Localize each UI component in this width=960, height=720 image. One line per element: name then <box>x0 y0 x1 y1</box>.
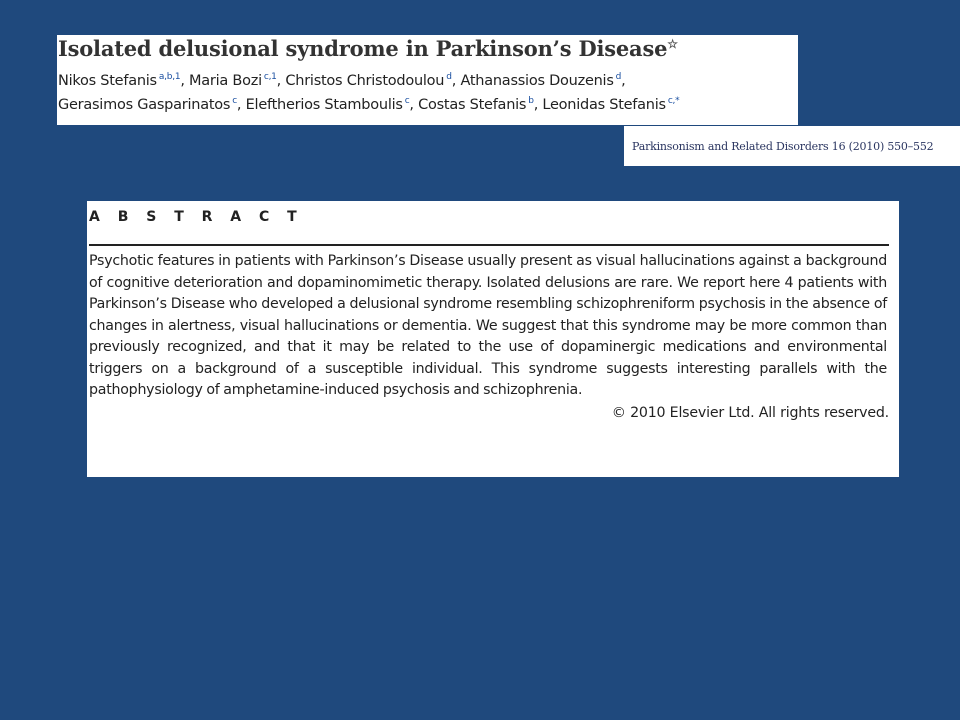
author-separator: , <box>451 73 461 89</box>
author-name: Costas Stefanis <box>418 97 527 113</box>
author-name: Maria Bozi <box>189 73 262 89</box>
author-separator: , <box>409 97 419 113</box>
author-affiliation-link[interactable]: c <box>404 96 410 106</box>
journal-citation-box <box>624 126 960 166</box>
author-affiliation-link[interactable]: b <box>528 96 534 106</box>
title-footnote-star-icon[interactable]: ☆ <box>667 37 678 51</box>
author-entry <box>542 97 679 113</box>
author-affiliation-link[interactable]: c,1 <box>263 72 277 82</box>
author-affiliation-link[interactable]: d <box>615 72 622 82</box>
abstract-divider <box>89 244 889 246</box>
author-name: Gerasimos Gasparinatos <box>58 97 231 113</box>
author-line-2 <box>58 93 798 117</box>
author-name: Eleftherios Stamboulis <box>245 97 403 113</box>
article-title-text: Isolated delusional syndrome in Parkinson’s Disease <box>58 36 668 61</box>
abstract-clipping <box>87 201 899 477</box>
author-separator: , <box>621 73 626 89</box>
abstract-heading: A B S T R A C T <box>89 209 304 225</box>
author-separator: , <box>236 97 246 113</box>
author-line-1 <box>58 69 798 93</box>
author-affiliation-link[interactable]: c <box>232 96 237 106</box>
author-entry <box>189 73 285 89</box>
journal-citation: Parkinsonism and Related Disorders 16 (2010) 550–552 <box>632 139 934 153</box>
author-entry <box>460 73 625 89</box>
author-separator: , <box>180 73 190 89</box>
author-list <box>58 69 798 117</box>
article-title <box>58 35 798 62</box>
author-entry <box>58 97 246 113</box>
author-affiliation-link[interactable]: a,b,1 <box>158 72 181 82</box>
title-clipping <box>57 35 798 125</box>
author-affiliation-link[interactable]: c,* <box>667 96 680 106</box>
author-name: Christos Christodoulou <box>285 73 445 89</box>
author-entry <box>418 97 542 113</box>
copyright-notice: © 2010 Elsevier Ltd. All rights reserved. <box>611 404 889 421</box>
author-name: Athanassios Douzenis <box>460 73 614 89</box>
author-separator: , <box>533 97 543 113</box>
author-entry <box>246 97 418 113</box>
author-name: Leonidas Stefanis <box>542 97 666 113</box>
abstract-body: Psychotic features in patients with Parkinson’s Disease usually present as visual hallucinations against a background of cognitive deterioration and dopaminomimetic therapy. Isolated delusions are rare. We report here 4 patients with Parkinson’s Disease who developed a delusional syndrome resembling schizophreniform psychosis in the absence of changes in alertness, visual hallucinations or dementia. We suggest that this syndrome may be more common than previously recognized, and that it may be related to the use of dopaminergic medications and environmental triggers on a background of a susceptible individual. This syndrome suggests interesting parallels with the pathophysiology of amphetamine-induced psychosis and schizophrenia. <box>89 253 887 398</box>
author-separator: , <box>276 73 286 89</box>
author-affiliation-link[interactable]: d <box>446 72 452 82</box>
author-entry <box>58 73 189 89</box>
author-name: Nikos Stefanis <box>58 73 157 89</box>
author-entry <box>285 73 460 89</box>
